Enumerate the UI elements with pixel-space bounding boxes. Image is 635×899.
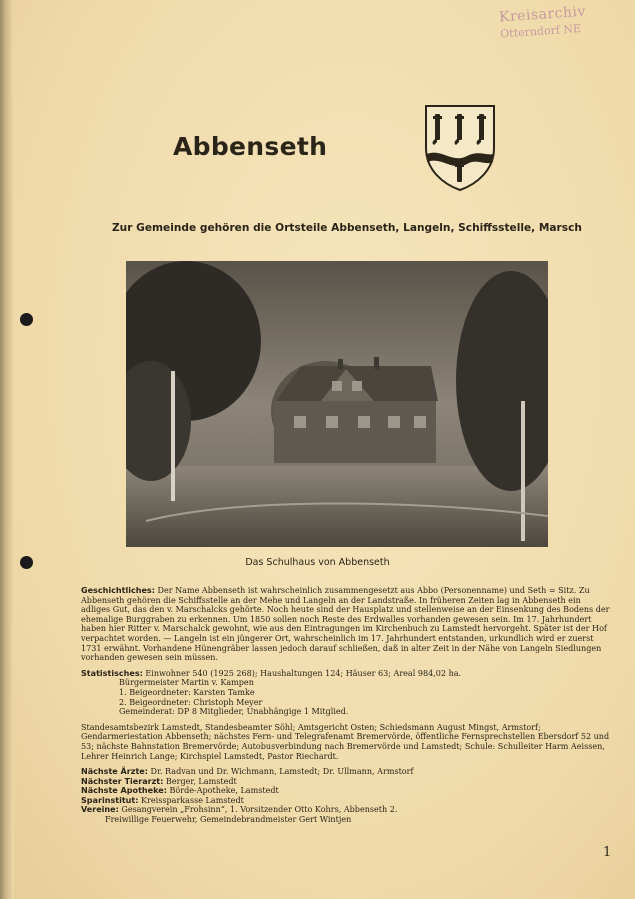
stamp-line-1: Kreisarchiv — [498, 3, 587, 26]
service-text: Berger, Lamstedt — [165, 776, 237, 786]
statistics-label: Statistisches: — [81, 668, 143, 678]
statistics-line: 2. Beigeordneter: Christoph Meyer — [119, 697, 263, 707]
service-label: Sparinstitut: — [81, 795, 139, 805]
service-label: Nächste Ärzte: — [81, 767, 148, 777]
history-paragraph — [81, 586, 611, 663]
service-text: Kreissparkasse Lamstedt — [141, 795, 244, 805]
history-label: Geschichtliches: — [81, 586, 155, 595]
service-text: Dr. Radvan und Dr. Wichmann, Lamstedt; Dr. Ullmann, Armstorf — [150, 767, 414, 777]
service-text: Börde-Apotheke, Lamstedt — [169, 786, 279, 796]
service-label: Nächster Tierarzt: — [81, 776, 164, 786]
statistics-line: 1. Beigeordneter: Karsten Tamke — [119, 687, 255, 697]
punch-hole-top — [20, 313, 33, 326]
statistics-text: Einwohner 540 (1925 268); Haushaltungen 124; Häuser 63; Areal 984,02 ha. — [145, 668, 462, 678]
subtitle: Zur Gemeinde gehören die Ortsteile Abbenseth, Langeln, Schiffsstelle, Marsch — [112, 222, 582, 234]
service-line — [81, 767, 611, 777]
statistics-line: Bürgermeister Martin v. Kampen — [119, 678, 254, 688]
article-body — [81, 586, 611, 825]
service-line — [81, 796, 611, 806]
stamp-line-2: Otterndorf NE — [499, 21, 582, 41]
service-line — [81, 786, 611, 796]
statistics-paragraph — [81, 669, 611, 679]
page-title: Abbenseth — [173, 132, 328, 161]
service-label: Nächste Apotheke: — [81, 786, 167, 796]
page-binding-edge — [0, 0, 14, 899]
clubs-line-2: Freiwillige Feuerwehr, Gemeindebrandmeister Gert Wintjen — [105, 815, 352, 825]
archive-stamp — [499, 2, 606, 53]
clubs-line — [81, 805, 611, 815]
coat-of-arms-icon — [423, 104, 497, 192]
administration-paragraph: Standesamtsbezirk Lamstedt, Standesbeamter Söhl; Amtsgericht Osten; Schiedsmann August Mingst, Armstorf; Gendarmeriestation Abbenseth; nächstes Fern- und Telegrafenamt Bremervörde, öffentliche Fernsprechstellen Ebersdorf 52 und 53; nächste Bahnstation Bremervörde; Autobusverbindung nach Bremervörde und Lamstedt; Schule: Schulleiter Harm Aeissen, Lehrer Heinrich Lange; Kirchspiel Lamstedt, Pastor Riechardt. — [81, 722, 610, 761]
clubs-text: Gesangverein „Frohsinn“, 1. Vorsitzender Otto Kohrs, Abbenseth 2. — [121, 805, 398, 815]
service-line — [81, 777, 611, 787]
history-text: Der Name Abbenseth ist wahrscheinlich zusammengesetzt aus Abbo (Personenname) und Seth = Sitz. Zu Abbenseth gehören die Schiffsstelle an der Mehe und Langeln an der Landstraße. In früheren Zeiten lag in Abbenseth ein adliges Gut, das den v. Marschalcks gehörte. Noch heute sind der Hausplatz und stellenweise an der Einsenkung des Bodens der ehemalige Burggraben zu erkennen. Um 1850 sollen noch Reste des Erdwalles vorhanden gewesen sein. Im 17. Jahrhundert haben hier Ritter v. Marschalck gewohnt, wie aus den Eintragungen im Kirchenbuch zu Lamstedt hervorgeht. Später ist der Hof verpachtet worden. — Langeln ist ein jüngerer Ort, wahrscheinlich im 17. Jahrhundert entstanden, urkundlich wird er zuerst 1731 erwähnt. Vorhandene Hünengräber lassen jedoch darauf schließen, daß in alter Zeit in der Nähe von Langeln Siedlungen vorhanden gewesen sein müssen. — [81, 586, 610, 663]
page-number: 1 — [603, 845, 612, 860]
clubs-label: Vereine: — [81, 805, 119, 815]
photo-caption: Das Schulhaus von Abbenseth — [245, 557, 390, 568]
schoolhouse-photo — [126, 261, 548, 547]
statistics-line: Gemeinderat: DP 8 Mitglieder, Unabhängige 1 Mitglied. — [119, 707, 349, 717]
